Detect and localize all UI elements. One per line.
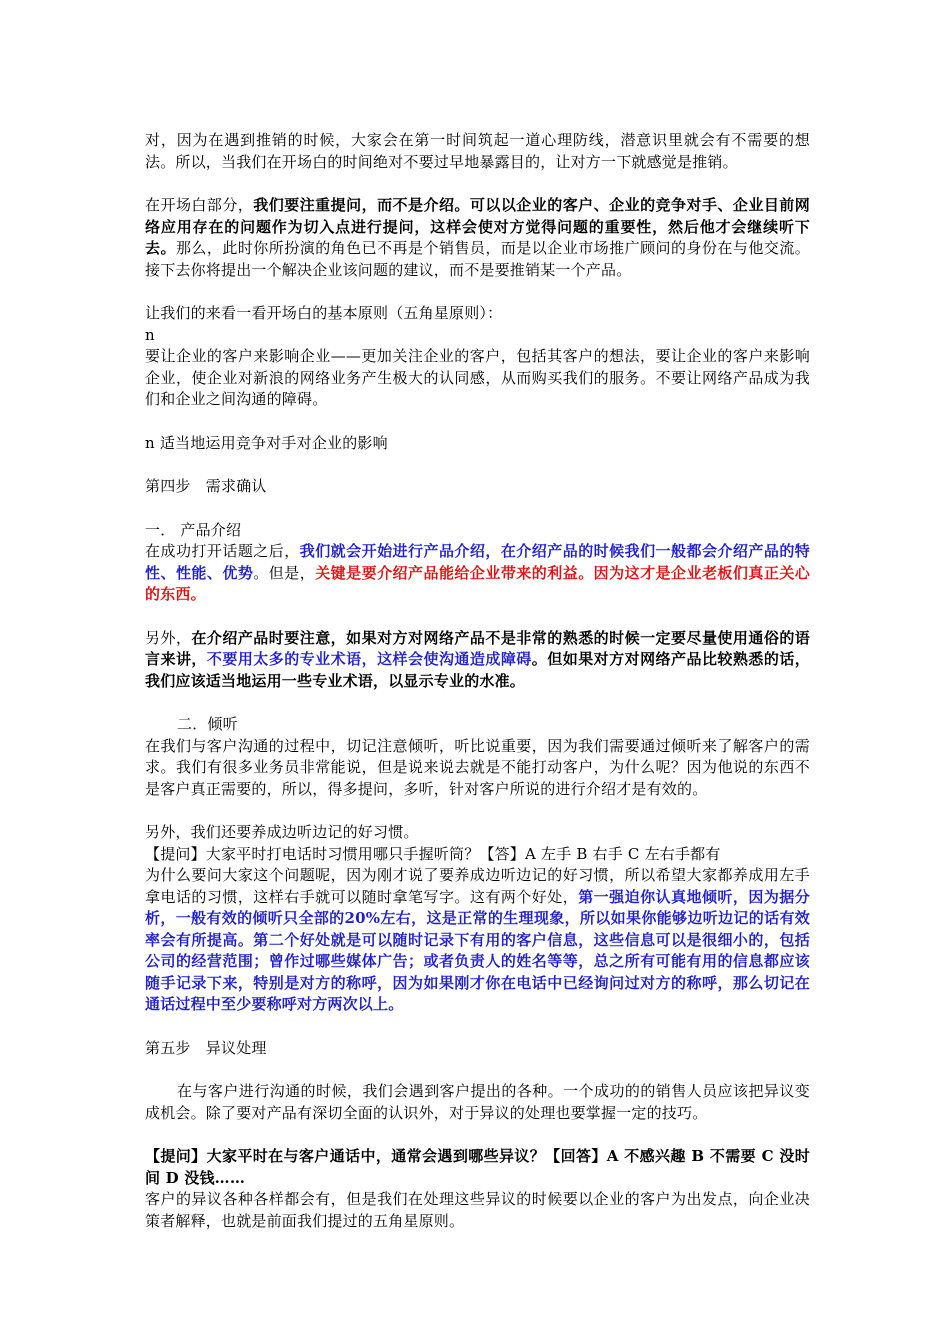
bold-text-run: 我们要注重提问，而不是介绍。可以以企业的客户、企业的竞争对手、企业目前网络应用存在的问题作为切入点进行提问，这样会使对方觉得问题的重要性，然后他才会继续听下去。	[145, 196, 810, 257]
text-run: 另外，	[145, 628, 192, 647]
text-run: 为什么要问大家这个问题呢，因为刚才说了要养成边听边记的好习惯，所以希望大家都养成用左手拿电话的习惯，这样右手就可以随时拿笔写字。这有两个好处，	[145, 866, 810, 906]
bold-text-run: 。但如果对方对网络产品比较熟悉的话，我们应该适当地运用一些专业术语，以显示专业的水准。	[145, 650, 810, 690]
red-text-run: 关键是要介绍产品能给企业带来的利益。因为这才是企业老板们真正关心的东西。	[145, 563, 810, 603]
bold-text-run: 在介绍产品时要注意，如果对方对网络产品不是非常的熟悉的时候一定要尽量使用通俗的语言来讲，	[145, 628, 810, 668]
document-body	[145, 130, 810, 1232]
paragraph-question-objections	[145, 1146, 810, 1189]
blue-text-run: 我们就会开始进行产品介绍，在介绍产品的时候我们一般都会介绍产品的特性、性能、优势	[145, 542, 810, 582]
paragraph-question-hand: 【提问】大家平时打电话时习惯用哪只手握听筒？【答】A 左手 B 右手 C 左右手都有	[145, 844, 721, 863]
paragraph-psychological-defense: 对，因为在遇到推销的时候，大家会在第一时间筑起一道心理防线，潜意识里就会有不需要的想法。所以，当我们在开场白的时间绝对不要过早地暴露目的，让对方一下就感觉是推销。	[145, 131, 810, 171]
heading-product-introduction: 一． 产品介绍	[145, 520, 242, 539]
paragraph-opening-focus	[145, 195, 810, 281]
paragraph-note-taking: 另外，我们还要养成边听边记的好习惯。	[145, 823, 419, 841]
paragraph-left-hand-habit	[145, 865, 810, 1016]
paragraph-plain-language	[145, 628, 810, 693]
heading-listening: 二．倾听	[177, 715, 238, 733]
bold-text-run: 【提问】大家平时在与客户通话中，通常会遇到哪些异议？【回答】A 不感兴趣 B 不需要 C 没时间 D 没钱……	[145, 1147, 810, 1187]
heading-step-four: 第四步 需求确认	[145, 477, 267, 495]
paragraph-objection-handling: 客户的异议各种各样都会有，但是我们在处理这些异议的时候要以企业的客户为出发点，向企业决策者解释，也就是前面我们提过的五角星原则。	[145, 1190, 810, 1230]
paragraph-listening: 在我们与客户沟通的过程中，切记注意倾听，听比说重要，因为我们需要通过倾听来了解客户的需求。我们有很多业务员非常能说，但是说来说去就是不能打动客户，为什么呢？因为他说的东西不是客户真正需要的，所以，得多提问，多听，针对客户所说的进行介绍才是有效的。	[145, 736, 810, 798]
blue-text-run: 不要用太多的专业术语，这样会使沟通造成障碍	[206, 650, 532, 668]
paragraph-five-star-principle: 让我们的来看一看开场白的基本原则（五角星原则）：	[145, 304, 503, 322]
text-run: 那么，此时你所扮演的角色已不再是个销售员，而是以企业市场推广顾问的身份在与他交流。接下去你将提出一个解决企业该问题的建议，而不是要推销某一个产品。	[145, 239, 810, 279]
text-run: 在成功打开话题之后，	[145, 542, 300, 560]
text-run: 在开场白部分，	[145, 196, 254, 214]
bullet-competitor-influence: n 适当地运用竞争对手对企业的影响	[145, 433, 388, 452]
paragraph-objection-opportunity: 在与客户进行沟通的时候，我们会遇到客户提出的各种。一个成功的的销售人员应该把异议变成机会。除了要对产品有深切全面的认识外，对于异议的处理也要掌握一定的技巧。	[145, 1082, 810, 1122]
text-run: 。但是，	[253, 563, 316, 582]
blue-text-run: 第一强迫你认真地倾听，因为据分析，一般有效的倾听只全部的20%左右，这是正常的生理现象，所以如果你能够边听边记的话有效率会有所提高。第二个好处就是可以随时记录下有用的客户信息，这些信息可以是很细小的，包括公司的经营范围；曾作过哪些媒体广告；或者负责人的姓名等等，总之所有可能有用的信息都应该随手记录下来，特别是对方的称呼，因为如果刚才你在电话中已经询问过对方的称呼，那么切记在通话过程中至少要称呼对方两次以上。	[145, 887, 810, 1013]
heading-step-five: 第五步 异议处理	[145, 1038, 267, 1057]
paragraph-customer-influence: 要让企业的客户来影响企业——更加关注企业的客户，包括其客户的想法，要让企业的客户来影响企业，使企业对新浪的网络业务产生极大的认同感，从而购买我们的服务。不要让网络产品成为我们和企业之间沟通的障碍。	[145, 347, 810, 408]
paragraph-product-benefits	[145, 541, 810, 606]
bullet-marker: n	[145, 325, 155, 344]
